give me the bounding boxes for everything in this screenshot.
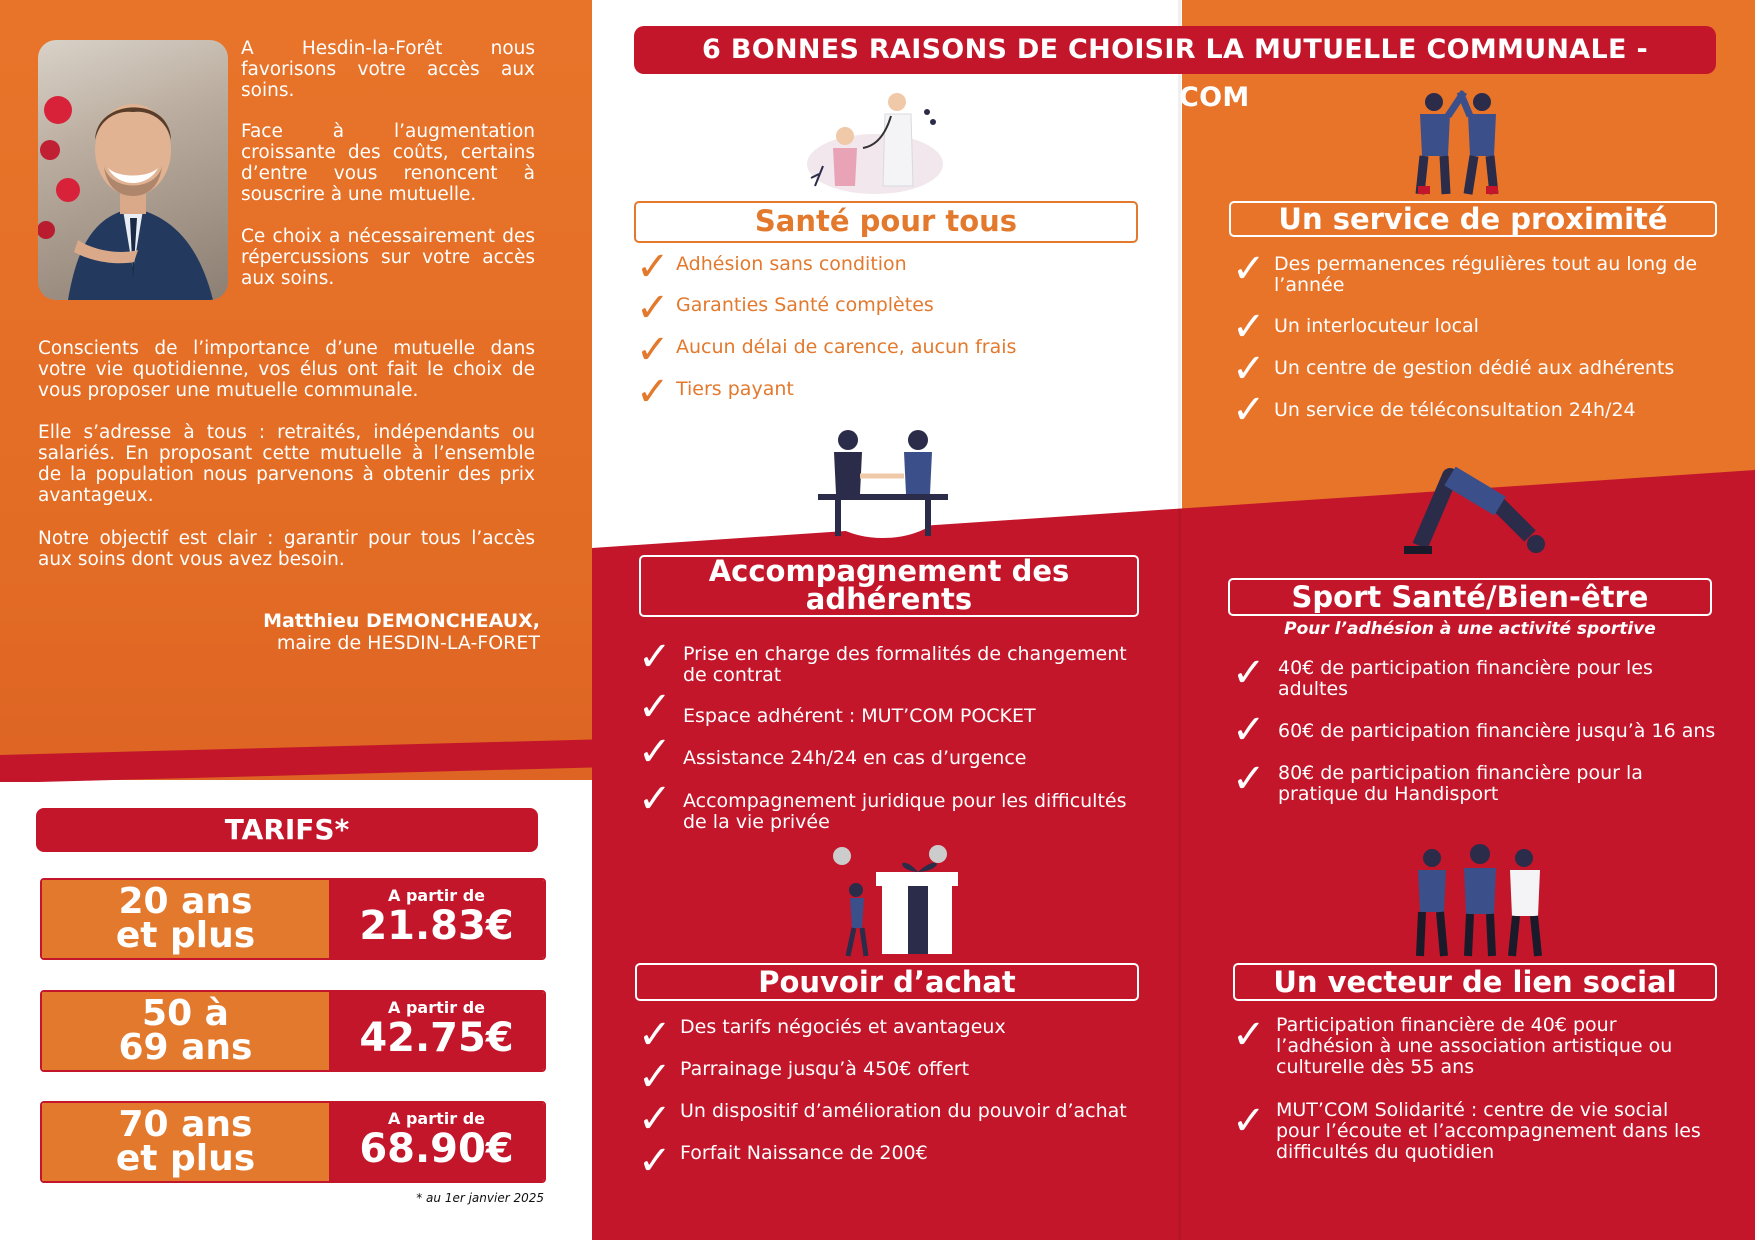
section-title-sante: Santé pour tous bbox=[634, 201, 1138, 243]
tarif-price-box bbox=[329, 880, 544, 958]
check-icon: ✓ bbox=[638, 684, 672, 730]
list-item: Accompagnement juridique pour les difficultés de la vie privée bbox=[683, 790, 1127, 833]
check-icon: ✓ bbox=[1232, 650, 1266, 696]
list-item: Un service de téléconsultation 24h/24 bbox=[1274, 399, 1636, 421]
check-icon: ✓ bbox=[1232, 346, 1266, 392]
check-icon: ✓ bbox=[638, 1054, 672, 1100]
list-item: Parrainage jusqu’à 450€ offert bbox=[680, 1058, 970, 1080]
page-title: 6 BONNES RAISONS DE CHOISIR LA MUTUELLE COMMUNALE - MUT’COM bbox=[702, 34, 1648, 113]
list-item: 60€ de participation financière jusqu’à 16 ans bbox=[1278, 720, 1716, 742]
list-item: Assistance 24h/24 en cas d’urgence bbox=[683, 747, 1027, 769]
meeting-icon bbox=[808, 426, 958, 546]
check-icon: ✓ bbox=[638, 1096, 672, 1142]
check-icon: ✓ bbox=[1232, 1012, 1266, 1058]
list-item: MUT’COM Solidarité : centre de vie social pour l’écoute et l’accompagnement dans les difficultés du quotidien bbox=[1276, 1099, 1701, 1163]
doctor-patient-icon bbox=[805, 86, 945, 194]
signature-role: maire de HESDIN-LA-FORET bbox=[276, 632, 540, 654]
intro-paragraph-5: Elle s’adresse à tous : retraités, indépendants ou salariés. En proposant cette mutuelle à l’ensemble de la population nous parvenons à obtenir des prix avantageux. bbox=[38, 422, 535, 506]
social-group-icon bbox=[1392, 842, 1562, 960]
mayor-portrait bbox=[38, 40, 228, 300]
check-icon: ✓ bbox=[636, 285, 670, 331]
fold-line bbox=[1178, 0, 1181, 1240]
tarifs-footnote: * au 1er janvier 2025 bbox=[416, 1191, 544, 1205]
check-icon: ✓ bbox=[1232, 387, 1266, 433]
list-item: Garanties Santé complètes bbox=[676, 294, 934, 316]
list-item: Un dispositif d’amélioration du pouvoir d’achat bbox=[680, 1100, 1127, 1122]
yoga-bridge-icon bbox=[1390, 466, 1550, 561]
list-item: Des tarifs négociés et avantageux bbox=[680, 1016, 1006, 1038]
list-item: Aucun délai de carence, aucun frais bbox=[676, 336, 1017, 358]
tarif-row bbox=[40, 878, 546, 960]
check-icon: ✓ bbox=[636, 327, 670, 373]
check-icon: ✓ bbox=[638, 1012, 672, 1058]
tarif-row bbox=[40, 1101, 546, 1183]
high-five-icon bbox=[1394, 86, 1524, 196]
tarif-price: 42.75€ bbox=[359, 1015, 514, 1061]
tarif-price-label: A partir de bbox=[388, 1109, 485, 1128]
tarif-row bbox=[40, 990, 546, 1072]
tarif-price-label: A partir de bbox=[388, 998, 485, 1017]
tarif-price-box bbox=[329, 992, 544, 1070]
list-item: Forfait Naissance de 200€ bbox=[680, 1142, 928, 1164]
check-icon: ✓ bbox=[1232, 304, 1266, 350]
list-item: Participation financière de 40€ pour l’adhésion à une association artistique ou culturelle dès 55 ans bbox=[1276, 1014, 1673, 1078]
list-item: Des permanences régulières tout au long de l’année bbox=[1274, 253, 1698, 296]
check-icon: ✓ bbox=[1232, 756, 1266, 802]
check-icon: ✓ bbox=[636, 369, 670, 415]
list-item: 80€ de participation financière pour la pratique du Handisport bbox=[1278, 762, 1643, 805]
tarif-age: 70 ans et plus bbox=[42, 1103, 329, 1181]
tarif-price-box bbox=[329, 1103, 544, 1181]
check-icon: ✓ bbox=[1232, 1098, 1266, 1144]
tarif-price: 68.90€ bbox=[359, 1126, 514, 1172]
list-item: Un centre de gestion dédié aux adhérents bbox=[1274, 357, 1675, 379]
tarif-age: 20 ans et plus bbox=[42, 880, 329, 958]
intro-paragraph-1: A Hesdin-la-Forêt nous favorisons votre accès aux soins. bbox=[241, 38, 535, 101]
tarif-price: 21.83€ bbox=[359, 903, 514, 949]
check-icon: ✓ bbox=[638, 729, 672, 775]
check-icon: ✓ bbox=[638, 1138, 672, 1184]
list-item: Tiers payant bbox=[676, 378, 794, 400]
check-icon: ✓ bbox=[1232, 707, 1266, 753]
intro-paragraph-6: Notre objectif est clair : garantir pour tous l’accès aux soins dont vous avez besoin. bbox=[38, 528, 535, 570]
tarif-price-label: A partir de bbox=[388, 886, 485, 905]
section-title-proximite: Un service de proximité bbox=[1229, 201, 1717, 237]
signature-name: Matthieu DEMONCHEAUX, bbox=[263, 610, 540, 632]
intro-paragraph-4: Conscients de l’importance d’une mutuelle dans votre vie quotidienne, vos élus ont fait le choix de vous proposer une mutuelle communale. bbox=[38, 338, 535, 401]
intro-paragraph-2: Face à l’augmentation croissante des coûts, certains d’entre vous renoncent à souscrire à une mutuelle. bbox=[241, 121, 535, 205]
section-subtitle-sport: Pour l’adhésion à une activité sportive bbox=[1284, 619, 1656, 639]
gift-icon bbox=[820, 842, 960, 960]
check-icon: ✓ bbox=[638, 634, 672, 680]
tarif-age: 50 à 69 ans bbox=[42, 992, 329, 1070]
intro-paragraph-3: Ce choix a nécessairement des répercussions sur votre accès aux soins. bbox=[241, 226, 535, 289]
list-item: 40€ de participation financière pour les adultes bbox=[1278, 657, 1653, 700]
list-item: Espace adhérent : MUT’COM POCKET bbox=[683, 705, 1036, 727]
tarifs-title: TARIFS* bbox=[36, 808, 538, 852]
section-title-social: Un vecteur de lien social bbox=[1233, 963, 1717, 1001]
list-item: Adhésion sans condition bbox=[676, 253, 907, 275]
check-icon: ✓ bbox=[636, 244, 670, 290]
section-title-achat: Pouvoir d’achat bbox=[635, 963, 1139, 1001]
section-title-sport: Sport Santé/Bien-être bbox=[1228, 578, 1712, 616]
check-icon: ✓ bbox=[1232, 246, 1266, 292]
list-item: Un interlocuteur local bbox=[1274, 315, 1479, 337]
check-icon: ✓ bbox=[638, 776, 672, 822]
list-item: Prise en charge des formalités de changement de contrat bbox=[683, 643, 1127, 686]
section-title-accompagnement: Accompagnement des adhérents bbox=[639, 555, 1139, 617]
